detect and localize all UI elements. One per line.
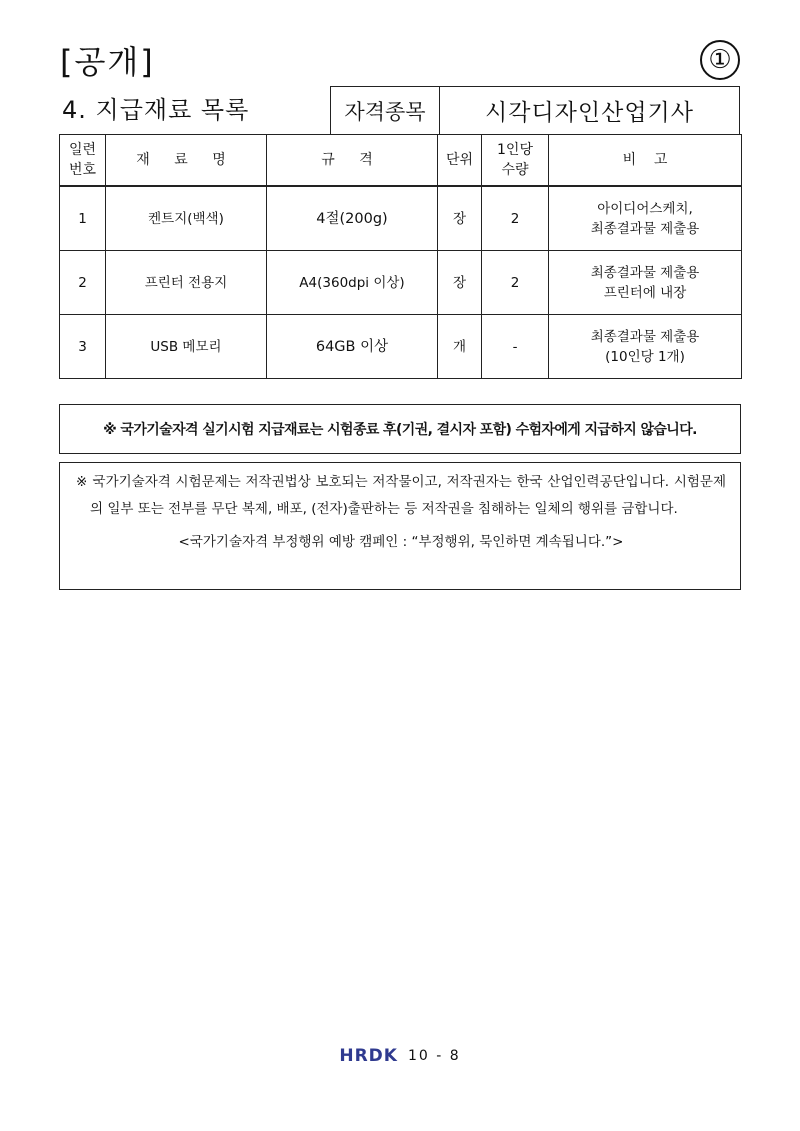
footer <box>0 1046 800 1066</box>
cell-note-line1: 아이디어스케치, <box>597 200 693 217</box>
public-label: [공개] <box>60 43 155 81</box>
qualification-box <box>330 86 740 134</box>
cell-no: 2 <box>60 251 106 315</box>
header-note: 비 고 <box>549 135 742 187</box>
header-unit: 단위 <box>438 135 482 187</box>
cell-unit: 장 <box>438 251 482 315</box>
supply-notice: ※ 국가기술자격 실기시험 지급재료는 시험종료 후(기권, 결시자 포함) 수험자에게 지급하지 않습니다. <box>59 404 741 454</box>
qualification-label: 자격종목 <box>331 87 440 134</box>
cell-qty: 2 <box>482 186 549 251</box>
header-qty-line1: 1인당 <box>497 142 533 158</box>
header-serial-no <box>60 135 106 187</box>
cell-note-line2: 최종결과물 제출용 <box>590 220 700 237</box>
table-header-row <box>60 135 742 187</box>
cell-name: 프린터 전용지 <box>106 251 267 315</box>
table-row <box>60 315 742 379</box>
header-qty-line2: 수량 <box>501 162 529 178</box>
cell-note <box>549 186 742 251</box>
cell-unit: 장 <box>438 186 482 251</box>
qualification-value: 시각디자인산업기사 <box>485 100 694 126</box>
cell-qty: 2 <box>482 251 549 315</box>
cell-no: 1 <box>60 186 106 251</box>
cell-note-line2: (10인당 1개) <box>605 348 685 365</box>
section-title: 4. 지급재료 목록 <box>62 96 250 124</box>
cell-spec: 64GB 이상 <box>267 315 438 379</box>
cell-no: 3 <box>60 315 106 379</box>
header-qty <box>482 135 549 187</box>
materials-table <box>59 134 742 379</box>
cell-name: USB 메모리 <box>106 315 267 379</box>
cell-spec: 4절(200g) <box>267 186 438 251</box>
cell-unit: 개 <box>438 315 482 379</box>
cell-note-line2: 프린터에 내장 <box>603 284 687 301</box>
page-marker: ① <box>700 40 740 80</box>
table-row <box>60 186 742 251</box>
copyright-notice: ※ 국가기술자격 시험문제는 저작권법상 보호되는 저작물이고, 저작권자는 한국 산업인력공단입니다. 시험문제의 일부 또는 전부를 무단 복제, 배포, (전자)출판하는 등 저작권을 침해하는 일체의 행위를 금합니다. <box>76 474 726 517</box>
cell-note-line1: 최종결과물 제출용 <box>590 328 700 345</box>
cell-name: 켄트지(백색) <box>106 186 267 251</box>
cell-note <box>549 251 742 315</box>
header-serial-no-line2: 번호 <box>68 162 97 178</box>
header-serial-no-line1: 일련 <box>68 142 97 158</box>
header-spec: 규 격 <box>267 135 438 187</box>
cell-note <box>549 315 742 379</box>
campaign-text: <국가기술자격 부정행위 예방 캠페인 : “부정행위, 묵인하면 계속됩니다.”> <box>178 534 624 550</box>
hrdk-logo: HRDK <box>339 1046 398 1066</box>
copyright-notice-box <box>59 462 741 590</box>
cell-note-line1: 최종결과물 제출용 <box>590 264 700 281</box>
table-row <box>60 251 742 315</box>
page-number: 10 - 8 <box>407 1048 461 1064</box>
cell-qty: - <box>482 315 549 379</box>
header-material-name: 재 료 명 <box>106 135 267 187</box>
cell-spec: A4(360dpi 이상) <box>267 251 438 315</box>
